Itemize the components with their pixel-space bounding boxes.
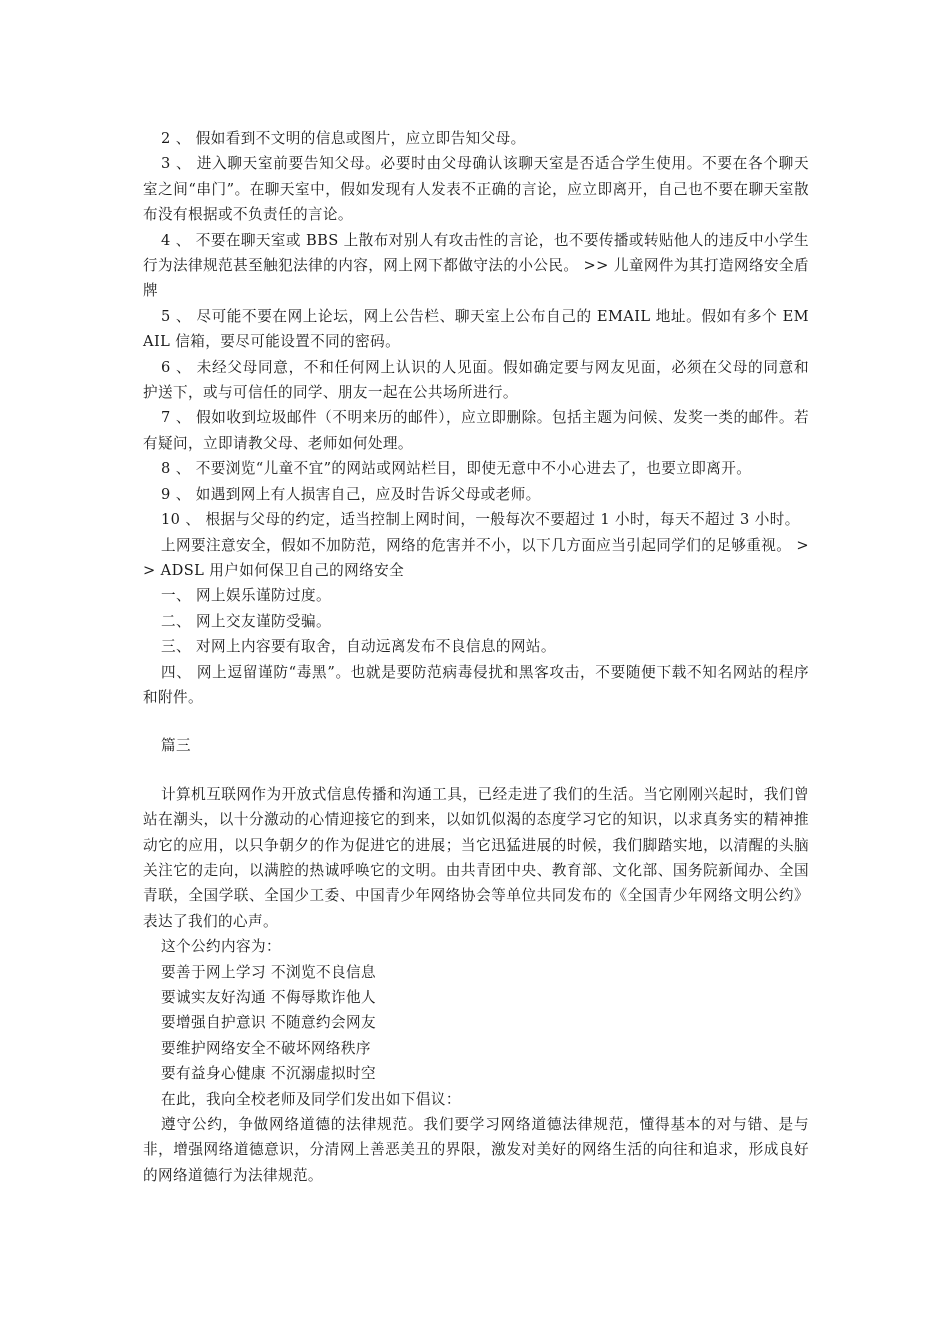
list-item-three: 三、 对网上内容要有取舍，自动远离发布不良信息的网站。 [161, 638, 556, 656]
spacer [143, 759, 809, 782]
paragraph-safety-intro: 上网要注意安全，假如不加防范，网络的危害并不小，以下几方面应当引起同学们的足够重视。 >> ADSL 用户如何保卫自己的网络安全 [143, 536, 809, 579]
convention-line-1: 要善于网上学习 不浏览不良信息 [161, 963, 376, 981]
paragraph-item-8: 8 、 不要浏览“儿童不宜”的网站或网站栏目，即使无意中不小心进去了，也要立即离开。 [161, 460, 752, 478]
paragraph-item-3: 3 、 进入聊天室前要告知父母。必要时由父母确认该聊天室是否适合学生使用。不要在各个聊天室之间“串门”。在聊天室中，假如发现有人发表不正确的言论，应立即离开，自己也不要在聊天室散布没有根据或不负责任的言论。 [143, 155, 809, 224]
list-item-two: 二、 网上交友谨防受骗。 [161, 612, 331, 630]
paragraph-proposal-lead: 在此，我向全校老师及同学们发出如下倡议： [161, 1090, 461, 1108]
paragraph-convention-lead: 这个公约内容为： [161, 938, 281, 956]
document-page [143, 126, 809, 1188]
section-heading: 篇三 [161, 737, 191, 755]
convention-line-5: 要有益身心健康 不沉溺虚拟时空 [161, 1065, 376, 1083]
paragraph-item-10: 10 、 根据与父母的约定，适当控制上网时间，一般每次不要超过 1 小时，每天不超过 3 小时。 [161, 511, 800, 529]
paragraph-item-7: 7 、 假如收到垃圾邮件（不明来历的邮件），应立即删除。包括主题为问候、发奖一类的邮件。若有疑问，立即请教父母、老师如何处理。 [143, 409, 809, 452]
convention-line-4: 要维护网络安全不破坏网络秩序 [161, 1039, 371, 1057]
paragraph-item-9: 9 、 如遇到网上有人损害自己，应及时告诉父母或老师。 [161, 485, 541, 503]
paragraph-item-5: 5 、 尽可能不要在网上论坛，网上公告栏、聊天室上公布自己的 EMAIL 地址。假如有多个 EMAIL 信箱，要尽可能设置不同的密码。 [143, 307, 809, 351]
convention-line-2: 要诚实友好沟通 不侮辱欺诈他人 [161, 989, 376, 1006]
paragraph-item-2: 2 、 假如看到不文明的信息或图片，应立即告知父母。 [161, 130, 526, 147]
convention-line-3: 要增强自护意识 不随意约会网友 [161, 1014, 376, 1032]
paragraph-item-4: 4 、 不要在聊天室或 BBS 上散布对别人有攻击性的言论，也不要传播或转贴他人的违反中小学生行为法律规范甚至触犯法律的内容，网上网下都做守法的小公民。 >> 儿童网件为其打造网络安全盾牌 [143, 231, 809, 300]
paragraph-intro: 计算机互联网作为开放式信息传播和沟通工具，已经走进了我们的生活。当它刚刚兴起时，我们曾站在潮头，以十分激动的心情迎接它的到来，以如饥似渴的态度学习它的知识，以求真务实的精神推动它的应用，以只争朝夕的作为促进它的进展；当它迅猛进展的时候，我们脚踏实地，以清醒的头脑关注它的走向，以满腔的热诚呼唤它的文明。由共青团中央、教育部、文化部、国务院新闻办、全国青联，全国学联、全国少工委、中国青少年网络协会等单位共同发布的《全国青少年网络文明公约》表达了我们的心声。 [143, 785, 809, 930]
paragraph-item-6: 6 、 未经父母同意，不和任何网上认识的人见面。假如确定要与网友见面，必须在父母的同意和护送下，或与可信任的同学、朋友一起在公共场所进行。 [143, 358, 809, 402]
list-item-four: 四、 网上逗留谨防“毒黑”。也就是要防范病毒侵扰和黑客攻击，不要随便下载不知名网站的程序和附件。 [143, 663, 809, 706]
paragraph-proposal: 遵守公约，争做网络道德的法律规范。我们要学习网络道德法律规范，懂得基本的对与错、是与非，增强网络道德意识，分清网上善恶美丑的界限，激发对美好的网络生活的向往和追求，形成良好的网络道德行为法律规范。 [143, 1116, 809, 1184]
list-item-one: 一、 网上娱乐谨防过度。 [161, 587, 331, 605]
spacer [143, 710, 809, 733]
